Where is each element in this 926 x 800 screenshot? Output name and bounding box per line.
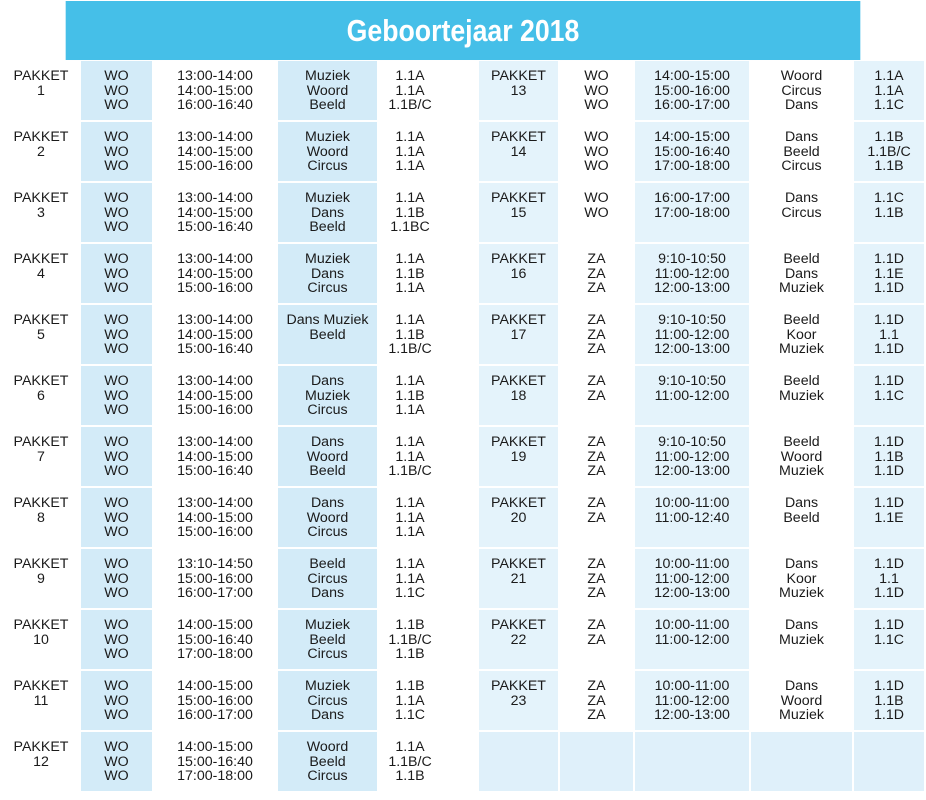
package-label: PAKKET 22	[479, 610, 558, 669]
empty-cell	[635, 732, 749, 791]
package-days: WO WO WO	[81, 122, 152, 181]
package-times: 13:00-14:00 14:00-15:00 16:00-16:40	[154, 61, 276, 120]
package-times: 10:00-11:00 11:00-12:00 12:00-13:00	[635, 671, 749, 730]
package-activities: Muziek Dans Circus	[278, 244, 377, 303]
package-rooms: 1.1B 1.1B/C 1.1B	[379, 610, 441, 669]
package-label: PAKKET 6	[3, 366, 79, 425]
package-days: ZA ZA ZA	[560, 305, 633, 364]
package-rooms: 1.1A 1.1B 1.1B/C	[379, 305, 441, 364]
package-rooms: 1.1C 1.1B	[854, 183, 924, 242]
package-rooms: 1.1D 1.1B 1.1D	[854, 427, 924, 486]
package-activities: Beeld Koor Muziek	[751, 305, 852, 364]
package-days: WO WO WO	[81, 366, 152, 425]
package-row	[479, 244, 925, 303]
empty-cell	[560, 732, 633, 791]
package-times: 10:00-11:00 11:00-12:00	[635, 610, 749, 669]
package-label: PAKKET 2	[3, 122, 79, 181]
package-days: ZA ZA ZA	[560, 549, 633, 608]
package-label: PAKKET 9	[3, 549, 79, 608]
package-times: 13:00-14:00 14:00-15:00 15:00-16:40	[154, 305, 276, 364]
package-rooms: 1.1B 1.1A 1.1C	[379, 671, 441, 730]
package-row	[3, 610, 449, 669]
package-days: WO WO WO	[81, 305, 152, 364]
package-times: 16:00-17:00 17:00-18:00	[635, 183, 749, 242]
package-row	[479, 61, 925, 120]
package-label: PAKKET 3	[3, 183, 79, 242]
package-days: ZA ZA	[560, 488, 633, 547]
package-row	[479, 488, 925, 547]
package-times: 14:00-15:00 15:00-16:40 17:00-18:00	[635, 122, 749, 181]
package-times: 9:10-10:50 11:00-12:00 12:00-13:00	[635, 305, 749, 364]
package-row	[479, 671, 925, 730]
package-row	[479, 366, 925, 425]
package-row	[3, 488, 449, 547]
package-rooms: 1.1A 1.1A 1.1A	[379, 488, 441, 547]
empty-cell	[479, 732, 558, 791]
package-rooms: 1.1D 1.1C	[854, 610, 924, 669]
package-label: PAKKET 20	[479, 488, 558, 547]
package-row	[3, 122, 449, 181]
package-rooms: 1.1D 1.1E	[854, 488, 924, 547]
package-days: WO WO WO	[81, 549, 152, 608]
empty-cell	[751, 732, 852, 791]
package-rooms: 1.1A 1.1B 1.1A	[379, 366, 441, 425]
package-times: 10:00-11:00 11:00-12:00 12:00-13:00	[635, 549, 749, 608]
package-label: PAKKET 23	[479, 671, 558, 730]
package-days: WO WO	[560, 183, 633, 242]
package-days: WO WO WO	[81, 488, 152, 547]
package-days: WO WO WO	[560, 122, 633, 181]
package-times: 13:00-14:00 14:00-15:00 15:00-16:00	[154, 244, 276, 303]
package-times: 13:00-14:00 14:00-15:00 15:00-16:00	[154, 366, 276, 425]
package-days: WO WO WO	[81, 61, 152, 120]
package-label: PAKKET 18	[479, 366, 558, 425]
package-days: ZA ZA ZA	[560, 427, 633, 486]
package-rooms: 1.1A 1.1B 1.1BC	[379, 183, 441, 242]
package-days: WO WO WO	[560, 61, 633, 120]
schedule-left-column	[3, 61, 449, 793]
package-activities: Dans Woord Muziek	[751, 671, 852, 730]
package-days: ZA ZA ZA	[560, 671, 633, 730]
package-activities: Dans Muziek Beeld	[278, 305, 377, 364]
package-times: 13:00-14:00 14:00-15:00 15:00-16:40	[154, 183, 276, 242]
package-row	[479, 305, 925, 364]
package-activities: Muziek Woord Beeld	[278, 61, 377, 120]
package-activities: Dans Muziek Circus	[278, 366, 377, 425]
package-label: PAKKET 7	[3, 427, 79, 486]
package-activities: Beeld Muziek	[751, 366, 852, 425]
package-label: PAKKET 17	[479, 305, 558, 364]
package-rooms: 1.1D 1.1 1.1D	[854, 305, 924, 364]
package-activities: Woord Beeld Circus	[278, 732, 377, 791]
package-row	[479, 122, 925, 181]
package-days: WO WO WO	[81, 732, 152, 791]
package-activities: Muziek Circus Dans	[278, 671, 377, 730]
package-times: 14:00-15:00 15:00-16:40 17:00-18:00	[154, 610, 276, 669]
package-activities: Beeld Dans Muziek	[751, 244, 852, 303]
package-activities: Muziek Dans Beeld	[278, 183, 377, 242]
package-row	[3, 183, 449, 242]
package-rooms: 1.1D 1.1C	[854, 366, 924, 425]
package-row	[479, 549, 925, 608]
package-row	[3, 671, 449, 730]
schedule-right-column	[479, 61, 925, 793]
package-times: 9:10-10:50 11:00-12:00	[635, 366, 749, 425]
package-label: PAKKET 11	[3, 671, 79, 730]
package-label: PAKKET 4	[3, 244, 79, 303]
package-rooms: 1.1A 1.1A 1.1C	[854, 61, 924, 120]
package-rooms: 1.1A 1.1A 1.1B/C	[379, 427, 441, 486]
empty-cell	[854, 732, 924, 791]
package-label: PAKKET 14	[479, 122, 558, 181]
package-days: WO WO WO	[81, 183, 152, 242]
package-label: PAKKET 1	[3, 61, 79, 120]
package-times: 14:00-15:00 15:00-16:00 16:00-17:00	[154, 671, 276, 730]
package-row	[479, 610, 925, 669]
package-activities: Beeld Woord Muziek	[751, 427, 852, 486]
package-label: PAKKET 13	[479, 61, 558, 120]
package-row	[3, 366, 449, 425]
package-row	[479, 427, 925, 486]
package-label: PAKKET 5	[3, 305, 79, 364]
package-label: PAKKET 15	[479, 183, 558, 242]
package-rooms: 1.1A 1.1A 1.1A	[379, 122, 441, 181]
empty-row	[479, 732, 925, 791]
package-rooms: 1.1A 1.1B/C 1.1B	[379, 732, 441, 791]
package-row	[3, 427, 449, 486]
package-activities: Dans Koor Muziek	[751, 549, 852, 608]
package-label: PAKKET 12	[3, 732, 79, 791]
package-times: 10:00-11:00 11:00-12:40	[635, 488, 749, 547]
package-rooms: 1.1A 1.1B 1.1A	[379, 244, 441, 303]
package-days: WO WO WO	[81, 427, 152, 486]
package-activities: Muziek Woord Circus	[278, 122, 377, 181]
package-days: WO WO WO	[81, 610, 152, 669]
package-days: WO WO WO	[81, 671, 152, 730]
package-row	[3, 305, 449, 364]
package-times: 13:10-14:50 15:00-16:00 16:00-17:00	[154, 549, 276, 608]
package-activities: Dans Beeld	[751, 488, 852, 547]
package-row	[3, 244, 449, 303]
package-activities: Muziek Beeld Circus	[278, 610, 377, 669]
package-times: 9:10-10:50 11:00-12:00 12:00-13:00	[635, 244, 749, 303]
package-times: 13:00-14:00 14:00-15:00 15:00-16:00	[154, 488, 276, 547]
package-row	[3, 61, 449, 120]
package-times: 13:00-14:00 14:00-15:00 15:00-16:00	[154, 122, 276, 181]
package-days: ZA ZA ZA	[560, 244, 633, 303]
package-label: PAKKET 19	[479, 427, 558, 486]
package-rooms: 1.1D 1.1E 1.1D	[854, 244, 924, 303]
package-activities: Dans Woord Beeld	[278, 427, 377, 486]
package-activities: Woord Circus Dans	[751, 61, 852, 120]
package-rooms: 1.1D 1.1 1.1D	[854, 549, 924, 608]
package-days: ZA ZA	[560, 610, 633, 669]
package-days: WO WO WO	[81, 244, 152, 303]
package-row	[3, 732, 449, 791]
package-row	[479, 183, 925, 242]
package-days: ZA ZA	[560, 366, 633, 425]
package-rooms: 1.1D 1.1B 1.1D	[854, 671, 924, 730]
package-times: 14:00-15:00 15:00-16:00 16:00-17:00	[635, 61, 749, 120]
package-rooms: 1.1B 1.1B/C 1.1B	[854, 122, 924, 181]
package-activities: Dans Circus	[751, 183, 852, 242]
package-activities: Dans Beeld Circus	[751, 122, 852, 181]
package-label: PAKKET 10	[3, 610, 79, 669]
package-times: 14:00-15:00 15:00-16:40 17:00-18:00	[154, 732, 276, 791]
package-label: PAKKET 21	[479, 549, 558, 608]
package-rooms: 1.1A 1.1A 1.1C	[379, 549, 441, 608]
package-activities: Dans Muziek	[751, 610, 852, 669]
package-times: 13:00-14:00 14:00-15:00 15:00-16:40	[154, 427, 276, 486]
package-label: PAKKET 8	[3, 488, 79, 547]
package-times: 9:10-10:50 11:00-12:00 12:00-13:00	[635, 427, 749, 486]
page-title: Geboortejaar 2018	[66, 1, 861, 60]
package-rooms: 1.1A 1.1A 1.1B/C	[379, 61, 441, 120]
package-row	[3, 549, 449, 608]
package-activities: Beeld Circus Dans	[278, 549, 377, 608]
package-activities: Dans Woord Circus	[278, 488, 377, 547]
package-label: PAKKET 16	[479, 244, 558, 303]
